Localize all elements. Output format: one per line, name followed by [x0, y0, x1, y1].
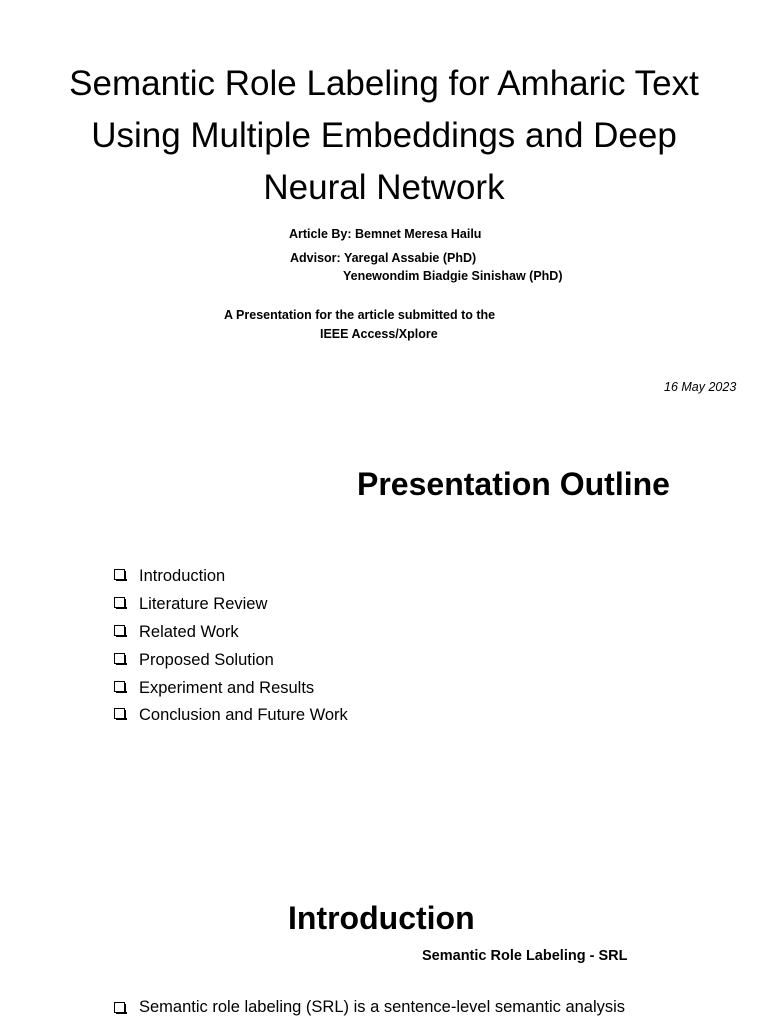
outline-list: [114, 563, 348, 730]
outline-item-label: Related Work: [139, 622, 239, 641]
checkbox-square-icon: [114, 681, 125, 692]
introduction-subheading: Semantic Role Labeling - SRL: [422, 948, 628, 964]
presentation-note-line-2: IEEE Access/Xplore: [320, 327, 438, 341]
list-item: [114, 591, 348, 619]
advisor-line-1: Advisor: Yaregal Assabie (PhD): [290, 251, 477, 265]
list-item: [114, 563, 348, 591]
article-author: Article By: Bemnet Meresa Hailu: [289, 227, 482, 241]
advisor-line-2: Yenewondim Biadgie Sinishaw (PhD): [343, 269, 563, 283]
introduction-heading: Introduction: [288, 900, 475, 936]
outline-heading: Presentation Outline: [357, 466, 670, 502]
list-item: [114, 646, 348, 674]
checkbox-square-icon: [114, 569, 125, 580]
introduction-paragraph-text: Semantic role labeling (SRL) is a sentence-level semantic analysis: [139, 998, 626, 1016]
title-line-2: Using Multiple Embeddings and Deep: [91, 116, 677, 155]
checkbox-square-icon: [114, 653, 125, 664]
title-line-1: Semantic Role Labeling for Amharic Text: [69, 64, 699, 103]
presentation-note-line-1: A Presentation for the article submitted to the: [224, 308, 496, 322]
list-item: [114, 619, 348, 647]
outline-item-label: Literature Review: [139, 595, 268, 614]
outline-item-label: Proposed Solution: [139, 650, 274, 669]
title-line-3: Neural Network: [263, 168, 505, 207]
checkbox-square-icon: [114, 625, 125, 636]
checkbox-square-icon: [114, 597, 125, 608]
list-item: [114, 702, 348, 730]
slide-title: [0, 58, 768, 214]
outline-item-label: Conclusion and Future Work: [139, 706, 348, 725]
list-item: [114, 674, 348, 702]
outline-item-label: Experiment and Results: [139, 678, 315, 697]
checkbox-square-icon: [114, 1002, 125, 1013]
checkbox-square-icon: [114, 708, 125, 719]
presentation-date: 16 May 2023: [664, 380, 737, 394]
introduction-paragraph: [114, 994, 674, 1020]
outline-item-label: Introduction: [139, 567, 226, 586]
